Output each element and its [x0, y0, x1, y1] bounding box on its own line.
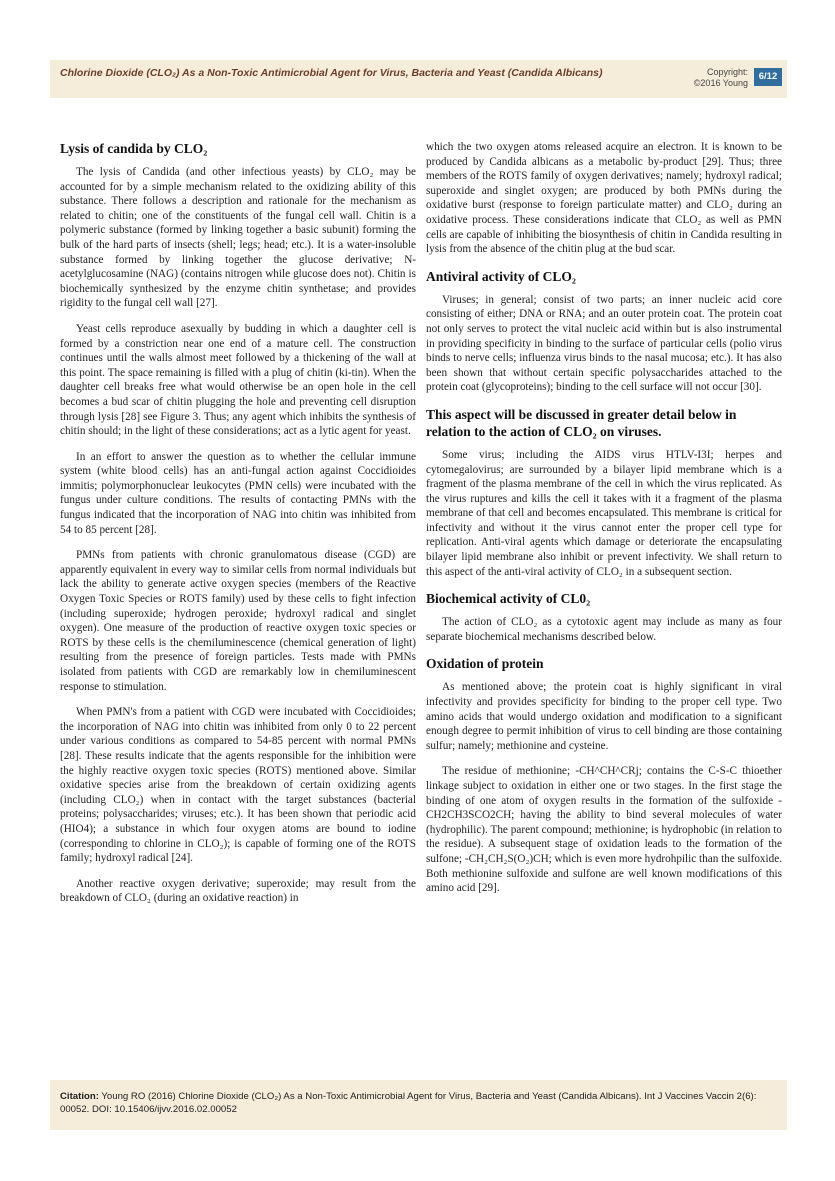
right-column: [426, 140, 782, 907]
heading-lysis-of-candida: Lysis of candida by CLO₂: [60, 141, 208, 156]
copyright-label: Copyright:: [706, 67, 748, 77]
body-paragraph: Some virus; including the AIDS virus HTLV-I3I; herpes and cytomegalovirus; are surrounded by a bilayer lipid membrane which is a fragment of the plasma membrane of the cell in which the virus replicated. As the virus ruptures and kills the cell it takes with it a fragment of the plasma membrane of that cell and becomes encapsulated. This membrane is critical for infectivity and without it the virus cannot enter the proper cell type for replication. Anti-viral agents which damage or deteriorate the encapsulating bilayer lipid membrane also inhibit or prevent infectivity. We shall return to this aspect of the anti-viral activity of CLO₂ in a subsequent section.: [426, 448, 782, 578]
body-paragraph: Yeast cells reproduce asexually by budding in which a daughter cell is formed by a constriction near one end of a mature cell. The construction continues until the walls almost meet followed by a thickening of the wall at this point. The space remaining is filled with a plug of chitin (ki-tin). When the daughter cell breaks free what would otherwise be an open hole in the cell becomes a bud scar of chitin plugging the hole and preventing cell disruption through lysis [28] see Figure 3. Thus; any agent which inhibits the synthesis of chitin should; in the light of these considerations; act as a lytic agent for yeast.: [60, 322, 416, 438]
page-number-badge: 6/12: [754, 68, 782, 86]
citation-label: Citation:: [60, 1091, 99, 1102]
journal-article-title: Chlorine Dioxide (CLO₂) As a Non-Toxic Antimicrobial Agent for Virus, Bacteria and Yeast (Candida Albicans): [60, 67, 603, 79]
body-paragraph: The residue of methionine; -CH^CH^CRj; contains the C-S-C thioether linkage subject to oxidation in either one or two stages. In the first stage the binding of one atom of oxygen results in the formation of the sulfoxide -CH2CH3SCO2CH; having the ability to bind several molecules of water (hydrophilic). The parent compound; methionine; is hydrophobic (in relation to the residue). A subsequent stage of oxidation leads to the formation of the sulfone; -CH₂CH₂S(O₂)CH; which is even more hydrohpilic than the sulfoxide. Both methionine sulfoxide and sulfone are well known modifications of this amino acid [29].: [426, 765, 782, 895]
body-paragraph: As mentioned above; the protein coat is highly significant in viral infectivity and provides specificity for binding to the proper cell type. Two amino acids that would undergo oxidation and modification to a significant enough degree to permit inhibition of virus to cell binding are those containing sulfur; namely; methionine and cysteine.: [426, 681, 782, 752]
body-paragraph-continued: which the two oxygen atoms released acquire an electron. It is known to be produced by Candida albicans as a metabolic by-product [29]. Thus; three members of the ROTS family of oxygen derivatives; namely; hydroxyl radical; superoxide and singlet oxygen; are produced by both PMNs during the oxidative burst (response to foreign particulate matter) and CLO₂ during an oxidative process. These considerations indicate that CLO₂ as well as PMN cells are capable of inhibiting the biosynthesis of chitin in Candida resulting in lysis from the absence of the chitin plug at the bud scar.: [426, 141, 782, 256]
body-paragraph: PMNs from patients with chronic granulomatous disease (CGD) are apparently equivalent in every way to similar cells from normal individuals but lack the ability to generate active oxygen species (members of the Reactive Oxygen Toxic Species or ROTS family) used by these cells to fight infection (including superoxide; hydrogen peroxide; hydroxyl radical and singlet oxygen). One measure of the production of reactive oxygen toxic species or ROTS by these cells is the chemiluminescence (chemical generation of light) resulting from the presence of foreign particles. Tests made with PMNs isolated from patients with CGD are remarkably low in chemiluminescent response to stimulation.: [60, 549, 416, 693]
body-paragraph: Another reactive oxygen derivative; superoxide; may result from the breakdown of CLO₂ (during an oxidative reaction) in: [60, 877, 416, 905]
citation-body: Young RO (2016) Chlorine Dioxide (CLO₂) As a Non-Toxic Antimicrobial Agent for Virus, Bacteria and Yeast (Candida Albicans). Int J Vaccines Vaccin 2(6): 00052. DOI: 10.15406/ijvv.2016.02.00052: [60, 1091, 757, 1115]
running-header: [50, 60, 787, 98]
heading-oxidation-of-protein: Oxidation of protein: [426, 656, 544, 672]
body-paragraph: Viruses; in general; consist of two parts; an inner nucleic acid core consisting of either; DNA or RNA; and an outer protein coat. The protein coat not only serves to protect the vital nucleic acid within but is also instrumental in providing specificity in binding to the surface of particular cells (polio virus binds to nerve cells; influenza virus binds to the nasal mucosa; etc.). It has also been shown that without certain specific polysaccharides attached to the protein coat (glycoproteins); binding to the cell surface will not occur [30].: [426, 293, 782, 394]
heading-aspect-discussion: This aspect will be discussed in greater detail below in relation to the action of CLO₂ on viruses.: [426, 406, 737, 439]
body-paragraph: When PMN's from a patient with CGD were incubated with Coccidioides; the incorporation of NAG into chitin was inhibited from only 0 to 22 percent under various conditions as compared to 54-85 percent with normal PMNs [28]. These results indicate that the agents responsible for the inhibition were the highly reactive oxygen toxic species (ROTS) mentioned above. Similar oxidative species arise from the breakdown of certain oxidizing agents (including CLO₂) when in contact with the target substances (bacterial proteins; polysaccharides; viruses; etc.). It has been shown that periodic acid (HIO4); a substance in which four oxygen atoms are bound to iodine (corresponding to chlorine in CLO₂); is capable of forming one of the ROTS family; hydroxyl radical [24].: [60, 706, 416, 865]
body-paragraph: The lysis of Candida (and other infectious yeasts) by CLO₂ may be accounted for by a simple mechanism related to the oxidizing ability of this substance. There follows a description and rationale for the mechanism as related to chitin; one of the constituents of the fungal cell wall. Chitin is a polymeric substance (formed by linking together a basic subunit) forming the bulk of the hard parts of insects (shell; legs; head; etc.). It is a water-insoluble substance formed by linking together the glucose derivative; N-acetylglucosamine (NAG) (contains nitrogen while glucose does not). Chitin is biochemically synthesized by the enzyme chitin synthetase; and provides rigidity to the fungal cell wall [27].: [60, 166, 416, 310]
copyright-notice: [694, 67, 748, 89]
copyright-holder: ©2016 Young: [693, 78, 748, 88]
citation-text-block: [60, 1090, 775, 1116]
citation-footer: [50, 1080, 787, 1130]
heading-antiviral-activity: Antiviral activity of CLO₂: [426, 268, 576, 284]
body-paragraph: The action of CLO₂ as a cytotoxic agent may include as many as four separate biochemical mechanisms described below.: [426, 616, 782, 643]
heading-biochemical-activity: Biochemical activity of CL0₂: [426, 591, 591, 607]
body-paragraph: In an effort to answer the question as to whether the cellular immune system (white blood cells) has an anti-fungal action against Coccidioides immitis; polymorphonuclear leukocytes (PMN cells) were incubated with the fungus under culture conditions. The results of contacting PMNs with the fungus indicated that the incorporation of NAG into chitin was inhibited from 54 to 85 percent [28].: [60, 450, 416, 536]
left-column: [60, 140, 416, 917]
